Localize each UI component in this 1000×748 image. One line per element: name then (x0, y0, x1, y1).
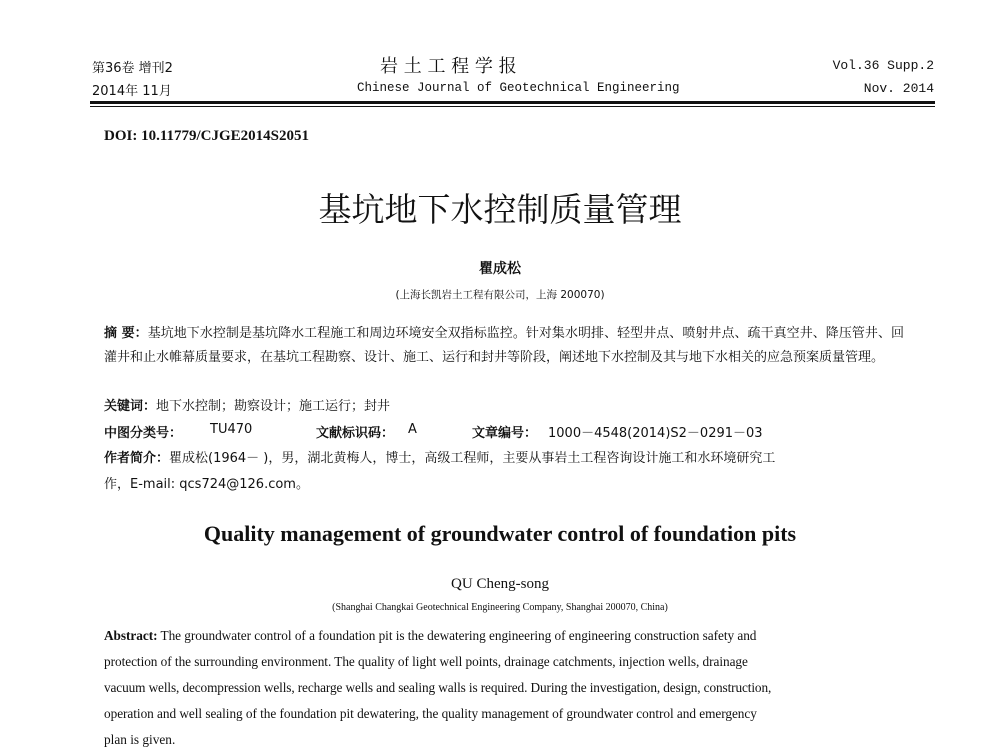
author-intro-text: 瞿成松(1964－ )，男，湖北黄梅人，博士，高级工程师，主要从事岩土工程咨询设计施工和水环境研究工 (169, 451, 776, 466)
abstract-cn-text: 基坑地下水控制是基坑降水工程施工和周边环境安全双指标监控。针对集水明排、轻型井点、喷射井点、疏干真空井、降压管井、回灌井和止水帷幕质量要求，在基坑工程勘察、设计、施工、运行和封井等阶段，阐述地下水控制及其与地下水相关的应急预案质量管理。 (104, 326, 904, 365)
author-en: QU Cheng-song (451, 576, 549, 592)
author-cn: 瞿成松 (479, 261, 521, 277)
article-id-value: 1000－4548(2014)S2－0291－03 (548, 426, 763, 441)
volume-en: Vol.36 Supp.2 (832, 58, 934, 73)
journal-title-en: Chinese Journal of Geotechnical Engineering (357, 81, 680, 95)
abstract-en-line5: plan is given. (104, 732, 176, 747)
clc-value: TU470 (210, 422, 253, 437)
keywords-cn (104, 395, 390, 414)
volume-issue: 第36卷 增刊2 (92, 61, 173, 76)
abstract-en-line1 (104, 628, 756, 644)
abstract-en-label: Abstract: (104, 628, 158, 643)
doc-code-label: 文献标识码： (316, 426, 395, 441)
abstract-cn-label: 摘 要： (104, 326, 148, 341)
header-rule-thick (90, 101, 935, 104)
clc-label: 中图分类号： (104, 426, 183, 441)
abstract-en-line3: vacuum wells, decompression wells, recharge wells and sealing walls is required. During the investigation, design, construction, (104, 680, 772, 695)
issue-date-en: Nov. 2014 (863, 81, 934, 96)
author-intro-line1 (104, 447, 775, 466)
keywords-cn-text: 地下水控制；勘察设计；施工运行；封井 (156, 399, 391, 414)
affiliation-cn: (上海长凯岩土工程有限公司，上海 200070) (395, 289, 605, 301)
doi: DOI: 10.11779/CJGE2014S2051 (104, 128, 310, 144)
issue-date-cn: 2014年 11月 (92, 84, 172, 99)
title-en: Quality management of groundwater control of foundation pits (203, 521, 797, 546)
author-intro-line2: 作，E-mail: qcs724@126.com。 (104, 477, 309, 492)
keywords-cn-label: 关键词： (104, 399, 157, 414)
abstract-en-line4: operation and well sealing of the foundation pit dewatering, the quality management of groundwater control and emergency (104, 706, 757, 721)
header-rule-thin (90, 106, 935, 107)
author-intro-label: 作者简介： (104, 451, 170, 466)
affiliation-en: (Shanghai Changkai Geotechnical Engineering Company, Shanghai 200070, China) (332, 602, 668, 613)
abstract-en-text-1: The groundwater control of a foundation pit is the dewatering engineering of engineering construction safety and (160, 628, 757, 643)
article-id-label: 文章编号： (472, 426, 538, 441)
abstract-en-line2: protection of the surrounding environment. The quality of light well points, drainage catchments, injection wells, drainage (104, 654, 748, 669)
title-cn: 基坑地下水控制质量管理 (318, 190, 682, 229)
journal-title-cn: 岩 土 工 程 学 报 (380, 56, 517, 77)
doc-code-value: A (408, 422, 417, 437)
abstract-cn (104, 322, 904, 370)
